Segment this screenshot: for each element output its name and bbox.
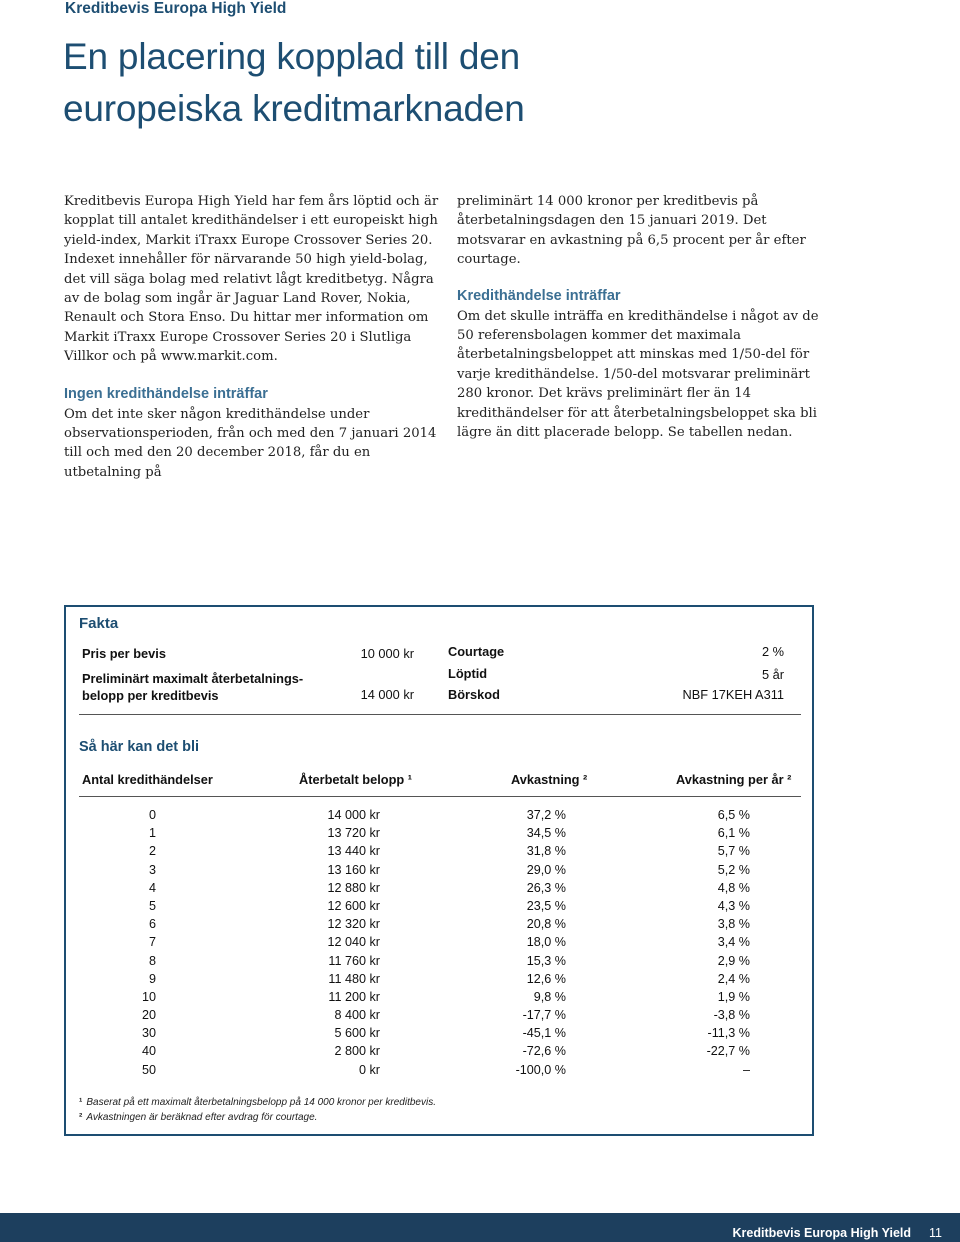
cell-annual-return: –	[742, 1062, 750, 1077]
cell-repaid-amount: 5 600 kr	[334, 1026, 380, 1041]
table-row	[66, 990, 812, 1008]
term-label: Löptid	[448, 666, 488, 681]
cell-repaid-amount: 14 000 kr	[327, 808, 380, 822]
credit-event-paragraph: Om det skulle inträffa en kredithändelse i något av de 50 referensbolagen kommer det maximala återbetalningsbeloppet att minskas med 1/50-del för varje kredithändelse. 1/50-del motsvarar preliminärt 280 kronor. Det krävs preliminärt fler än 14 kredithändelser för att återbetalningsbeloppet ska bli lägre än ditt placerade belopp. Se tabellen nedan.	[457, 308, 819, 441]
header-return: Avkastning ²	[511, 772, 588, 787]
footnote-1-mark: ¹	[79, 1097, 83, 1108]
cell-credit-events: 1	[148, 826, 156, 841]
cell-credit-events: 50	[141, 1062, 156, 1077]
table-row	[66, 808, 812, 826]
cell-repaid-amount: 13 720 kr	[327, 826, 380, 841]
footnote-2-mark: ²	[79, 1112, 83, 1123]
scenario-table-body	[66, 808, 812, 1081]
intro-paragraph: Kreditbevis Europa High Yield har fem års löptid och är kopplat till antalet kredithändelser i ett europeiskt high yield-index, Markit iTraxx Europe Crossover Series 20. Indexet innehåller för närvarande 50 high yield-bolag, det vill säga bolag med relativt lågt kreditbetyg. Några av de bolag som ingår är Jaguar Land Rover, Nokia, Renault och Stora Enso. Du hittar mer information om Markit iTraxx Europe Crossover Series 20 i Slutliga Villkor och på www.markit.com.	[64, 194, 439, 365]
cell-repaid-amount: 13 440 kr	[327, 844, 380, 859]
ticker-value: NBF 17KEH A311	[682, 687, 784, 702]
cell-annual-return: 6,1 %	[717, 826, 750, 841]
cell-repaid-amount: 11 480 kr	[328, 971, 380, 986]
table-row	[66, 1044, 812, 1062]
header-annual-return: Avkastning per år ²	[676, 772, 792, 787]
credit-event-heading: Kredithändelse inträffar	[457, 287, 621, 304]
cell-credit-events: 8	[148, 953, 156, 968]
term-value: 5 år	[761, 667, 784, 682]
page-title	[63, 31, 525, 135]
cell-annual-return: 2,4 %	[717, 971, 750, 986]
ticker-label: Börskod	[448, 687, 500, 702]
cell-return: 15,3 %	[526, 953, 566, 968]
left-text-column	[64, 192, 444, 482]
footnote-1-text: Baserat på ett maximalt återbetalningsbelopp på 14 000 kronor per kreditbevis.	[86, 1097, 436, 1108]
cell-return: 26,3 %	[526, 880, 566, 895]
page-footer	[0, 1213, 960, 1242]
cell-credit-events: 20	[141, 1008, 156, 1023]
cell-annual-return: 1,9 %	[717, 989, 750, 1004]
table-row	[66, 1008, 812, 1026]
footer-label: Kreditbevis Europa High Yield	[732, 1226, 912, 1240]
cell-return: 12,6 %	[526, 971, 566, 986]
table-row	[66, 972, 812, 990]
document-series-label: Kreditbevis Europa High Yield	[65, 0, 287, 17]
header-credit-events: Antal kredithändelser	[82, 772, 213, 787]
table-row	[66, 1026, 812, 1044]
cell-repaid-amount: 11 760 kr	[328, 953, 380, 968]
footer-text	[733, 1226, 943, 1240]
footnote-2	[79, 1112, 317, 1123]
scenario-title: Så här kan det bli	[79, 739, 200, 755]
no-credit-event-heading: Ingen kredithändelse inträffar	[64, 385, 268, 402]
cell-credit-events: 9	[148, 971, 156, 986]
price-label: Pris per bevis	[82, 646, 166, 661]
cell-credit-events: 4	[148, 880, 156, 895]
table-row	[66, 863, 812, 881]
table-row	[66, 1063, 812, 1081]
cell-repaid-amount: 8 400 kr	[334, 1008, 380, 1023]
cell-return: 9,8 %	[533, 989, 566, 1004]
page-title-line-1: En placering kopplad till den	[63, 36, 521, 77]
cell-repaid-amount: 12 880 kr	[327, 880, 380, 895]
table-row	[66, 881, 812, 899]
table-row	[66, 844, 812, 862]
courtage-label: Courtage	[448, 644, 505, 659]
cell-return: -45,1 %	[522, 1026, 566, 1041]
right-text-column	[457, 192, 837, 442]
cell-annual-return: 3,4 %	[717, 935, 750, 950]
header-repaid-amount: Återbetalt belopp ¹	[299, 772, 413, 787]
cell-annual-return: -11,3 %	[707, 1026, 750, 1041]
page-title-line-2: europeiska kreditmarknaden	[63, 88, 525, 129]
cell-credit-events: 5	[148, 898, 156, 913]
cell-repaid-amount: 12 600 kr	[327, 898, 380, 913]
table-row	[66, 935, 812, 953]
facts-box	[64, 605, 814, 1136]
cell-annual-return: 5,2 %	[717, 862, 750, 877]
cell-credit-events: 2	[148, 844, 156, 859]
cell-return: 23,5 %	[526, 898, 566, 913]
cell-return: 29,0 %	[526, 862, 566, 877]
cell-credit-events: 7	[148, 935, 156, 950]
price-value: 10 000 kr	[360, 646, 414, 661]
table-row	[66, 917, 812, 935]
table-row	[66, 899, 812, 917]
cell-return: -72,6 %	[522, 1044, 566, 1059]
courtage-value: 2 %	[761, 644, 784, 659]
cell-annual-return: 5,7 %	[717, 844, 750, 859]
max-repayment-value: 14 000 kr	[360, 687, 414, 702]
cell-repaid-amount: 12 320 kr	[327, 917, 380, 932]
cell-return: -100,0 %	[515, 1062, 566, 1077]
cell-annual-return: 4,3 %	[717, 898, 750, 913]
cell-repaid-amount: 13 160 kr	[327, 862, 380, 877]
facts-divider	[79, 714, 801, 715]
cell-annual-return: 4,8 %	[717, 880, 750, 895]
no-credit-event-paragraph: Om det inte sker någon kredithändelse under observationsperioden, från och med den 7 januari 2014 till och med den 20 december 2018, får du en utbetalning på	[64, 406, 437, 480]
cell-annual-return: 6,5 %	[717, 808, 750, 822]
max-repayment-label-line-1: Preliminärt maximalt återbetalnings-	[82, 671, 304, 686]
cell-annual-return: -22,7 %	[706, 1044, 750, 1059]
cell-repaid-amount: 2 800 kr	[334, 1044, 380, 1059]
cell-return: 34,5 %	[526, 826, 566, 841]
cell-credit-events: 30	[141, 1026, 156, 1041]
cell-return: 37,2 %	[526, 808, 566, 822]
cell-credit-events: 40	[141, 1044, 156, 1059]
page-number: 11	[929, 1226, 942, 1240]
facts-title: Fakta	[79, 615, 119, 632]
cell-repaid-amount: 12 040 kr	[327, 935, 380, 950]
cell-annual-return: 3,8 %	[717, 917, 750, 932]
cell-repaid-amount: 11 200 kr	[328, 989, 380, 1004]
cell-annual-return: -3,8 %	[713, 1008, 750, 1023]
cell-return: 31,8 %	[526, 844, 566, 859]
footnote-2-text: Avkastningen är beräknad efter avdrag för courtage.	[86, 1112, 318, 1123]
cell-credit-events: 10	[141, 989, 156, 1004]
footnote-1	[79, 1097, 436, 1108]
cell-credit-events: 0	[148, 808, 156, 822]
max-repayment-label-line-2: belopp per kreditbevis	[82, 688, 219, 703]
cell-credit-events: 3	[148, 862, 156, 877]
payout-paragraph: preliminärt 14 000 kronor per kreditbevis på återbetalningsdagen den 15 januari 2019. Det motsvarar en avkastning på 6,5 procent per år efter courtage.	[457, 194, 806, 268]
max-repayment-label	[82, 670, 303, 704]
cell-repaid-amount: 0 kr	[359, 1062, 380, 1077]
table-row	[66, 954, 812, 972]
cell-return: 18,0 %	[526, 935, 566, 950]
cell-credit-events: 6	[148, 917, 156, 932]
table-header-divider	[79, 796, 801, 797]
cell-return: -17,7 %	[522, 1008, 566, 1023]
cell-annual-return: 2,9 %	[717, 953, 750, 968]
cell-return: 20,8 %	[526, 917, 566, 932]
table-row	[66, 826, 812, 844]
